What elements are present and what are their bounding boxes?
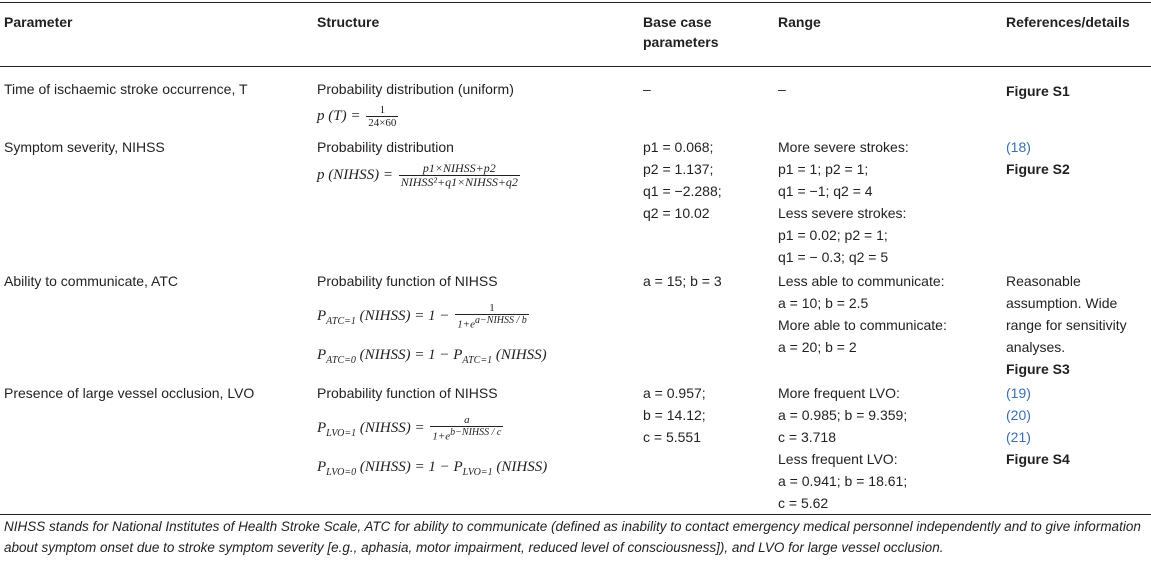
- ref-link[interactable]: (19): [1006, 385, 1031, 401]
- table-footnote: NIHSS stands for National Institutes of Health Stroke Scale, ATC for ability to communicate (defined as inability to contact emergency medical personnel independently and to give information about symptom onset due to stroke symptom severity [e.g., aphasia, motor impairment, reduced level of consciousness]), and LVO for large vessel occlusion.: [4, 519, 1141, 555]
- row-time-base: –: [643, 81, 651, 97]
- row-atc-base: a = 15; b = 3: [643, 273, 722, 289]
- header-base-case: Base case parameters: [643, 14, 719, 50]
- row-nihss-base: p1 = 0.068; p2 = 1.137; q1 = −2.288; q2 = 10.02: [643, 139, 722, 221]
- formula-fraction: $\frac{a}{1+e^{b-NIHSS / c}}$: [432, 414, 502, 443]
- figure-link[interactable]: Figure S2: [1006, 161, 1070, 177]
- row-lvo-base: a = 0.957; b = 14.12; c = 5.551: [643, 385, 706, 445]
- figure-link[interactable]: Figure S3: [1006, 361, 1070, 377]
- header-range: Range: [778, 14, 821, 30]
- row-atc-formula-2: $P_{ATC=0}$ (NIHSS) = $1 - P_{ATC=1}$ (NIHSS): [317, 347, 547, 366]
- row-nihss-parameter: Symptom severity, NIHSS: [4, 139, 165, 155]
- formula-fraction: $\frac{1}{24\times 60}$: [368, 104, 397, 129]
- ref-link[interactable]: (21): [1006, 429, 1031, 445]
- row-atc-parameter: Ability to communicate, ATC: [4, 273, 179, 289]
- formula-fraction: $\frac{\text{p1×NIHSS+p2}}{\text{NIHSS²+q1×NIHSS+q2}}$: [400, 161, 518, 189]
- figure-link[interactable]: Figure S4: [1006, 451, 1070, 467]
- header-bottom-rule: [0, 66, 1151, 67]
- row-atc-range: Less able to communicate: a = 10; b = 2.5 More able to communicate: a = 20; b = 2: [778, 273, 947, 355]
- row-time-formula: p (T) = $\frac{1}{24\times 60}$: [317, 104, 397, 129]
- formula-fraction: $\frac{1}{1+e^{a-NIHSS / b}}$: [457, 302, 527, 331]
- row-lvo-range: More frequent LVO: a = 0.985; b = 9.359; c = 3.718 Less frequent LVO: a = 0.941; b = 18.61; c = 5.62: [778, 385, 908, 511]
- row-lvo-parameter: Presence of large vessel occlusion, LVO: [4, 385, 255, 401]
- header-parameter: Parameter: [4, 14, 73, 30]
- row-time-range: –: [778, 81, 786, 97]
- row-lvo-refs: [1006, 382, 1070, 470]
- table-bottom-rule: [0, 514, 1151, 515]
- row-nihss-range: More severe strokes: p1 = 1; p2 = 1; q1 = −1; q2 = 4 Less severe strokes: p1 = 0.02; p2 = 1; q1 = − 0.3; q2 = 5: [778, 139, 909, 265]
- row-nihss-refs: [1006, 136, 1070, 180]
- row-nihss-formula: p (NIHSS) = $\frac{\text{p1×NIHSS+p2}}{\text{NIHSS²+q1×NIHSS+q2}}$: [317, 161, 518, 189]
- row-atc-structure: Probability function of NIHSS: [317, 273, 498, 289]
- row-time-parameter: Time of ischaemic stroke occurrence, T: [4, 81, 248, 97]
- ref-link[interactable]: (18): [1006, 139, 1031, 155]
- row-lvo-structure: Probability function of NIHSS: [317, 385, 498, 401]
- row-lvo-formula-2: $P_{LVO=0}$ (NIHSS) = $1 - P_{LVO=1}$ (NIHSS): [317, 459, 548, 478]
- row-time-ref-figure[interactable]: Figure S1: [1006, 83, 1070, 99]
- row-nihss-structure: Probability distribution: [317, 139, 454, 155]
- ref-link[interactable]: (20): [1006, 407, 1031, 423]
- row-lvo-formula-1: $P_{LVO=1}$ (NIHSS) = $\frac{a}{1+e^{b-NIHSS / c}}$: [317, 414, 502, 443]
- header-references: References/details: [1006, 14, 1130, 30]
- header-structure: Structure: [317, 14, 380, 30]
- table-top-rule: [0, 2, 1151, 3]
- row-atc-formula-1: $P_{ATC=1}$ (NIHSS) = 1 − $\frac{1}{1+e^{a-NIHSS / b}}$: [317, 302, 527, 331]
- row-atc-refs: Reasonable assumption. Wide range for sensitivity analyses. Figure S3: [1006, 270, 1127, 380]
- row-time-structure: Probability distribution (uniform): [317, 81, 514, 97]
